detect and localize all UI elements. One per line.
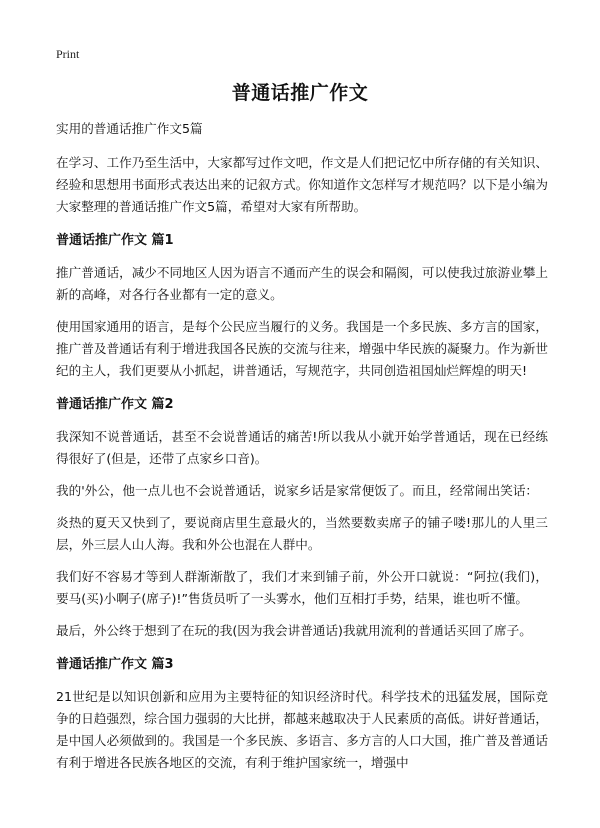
intro-paragraph: 在学习、工作乃至生活中，大家都写过作文吧，作文是人们把记忆中所存储的有关知识、经验和思想用书面形式表达出来的记叙方式。你知道作文怎样写才规范吗？以下是小编为大家整理的普通话推广作文5篇，希望对大家有所帮助。	[56, 155, 548, 214]
section-heading: 普通话推广作文 篇2	[56, 397, 174, 412]
paragraph: 使用国家通用的语言，是每个公民应当履行的义务。我国是一个多民族、多方言的国家，推广普及普通话有利于增进我国各民族的交流与往来，增强中华民族的凝聚力。作为新世纪的主人，我们更要从小抓起，讲普通话，写规范字，共同创造祖国灿烂辉煌的明天!	[56, 319, 548, 378]
section-1	[56, 230, 548, 382]
section-2	[56, 394, 548, 642]
paragraph: 推广普通话，减少不同地区人因为语言不通而产生的误会和隔阂，可以使我过旅游业攀上新的高峰，对各行各业都有一定的意义。	[56, 265, 548, 302]
paragraph: 最后，外公终于想到了在玩的我(因为我会讲普通话)我就用流利的普通话买回了席子。	[56, 623, 532, 638]
section-heading: 普通话推广作文 篇1	[56, 233, 174, 248]
paragraph: 炎热的夏天又快到了，要说商店里生意最火的，当然要数卖席子的铺子喽!那儿的人里三层，外三层人山人海。我和外公也混在人群中。	[56, 515, 548, 552]
document-body	[56, 118, 548, 784]
paragraph: 我们好不容易才等到人群渐渐散了，我们才来到铺子前，外公开口就说：“阿拉(我们)，要马(买)小啊子(席子)!”售货员听了一头雾水，他们互相打手势，结果，谁也听不懂。	[56, 569, 548, 606]
paragraph: 我的'外公，他一点儿也不会说普通话，说家乡话是家常便饭了。而且，经常闹出笑话：	[56, 483, 539, 498]
section-3	[56, 654, 548, 774]
page-title: 普通话推广作文	[231, 82, 369, 104]
section-heading: 普通话推广作文 篇3	[56, 657, 174, 672]
document-subtitle: 实用的普通话推广作文5篇	[56, 121, 203, 136]
paragraph: 我深知不说普通话，甚至不会说普通话的痛苦!所以我从小就开始学普通话，现在已经练得很好了(但是，还带了点家乡口音)。	[56, 429, 548, 466]
paragraph: 21世纪是以知识创新和应用为主要特征的知识经济时代。科学技术的迅猛发展，国际竞争的日趋强烈，综合国力强弱的大比拼，都越来越取决于人民素质的高低。讲好普通话，是中国人必须做到的。我国是一个多民族、多语言、多方言的人口大国，推广普及普通话有利于增进各民族各地区的交流，有利于维护国家统一，增强中	[56, 689, 548, 770]
print-link[interactable]: Print	[56, 47, 80, 61]
